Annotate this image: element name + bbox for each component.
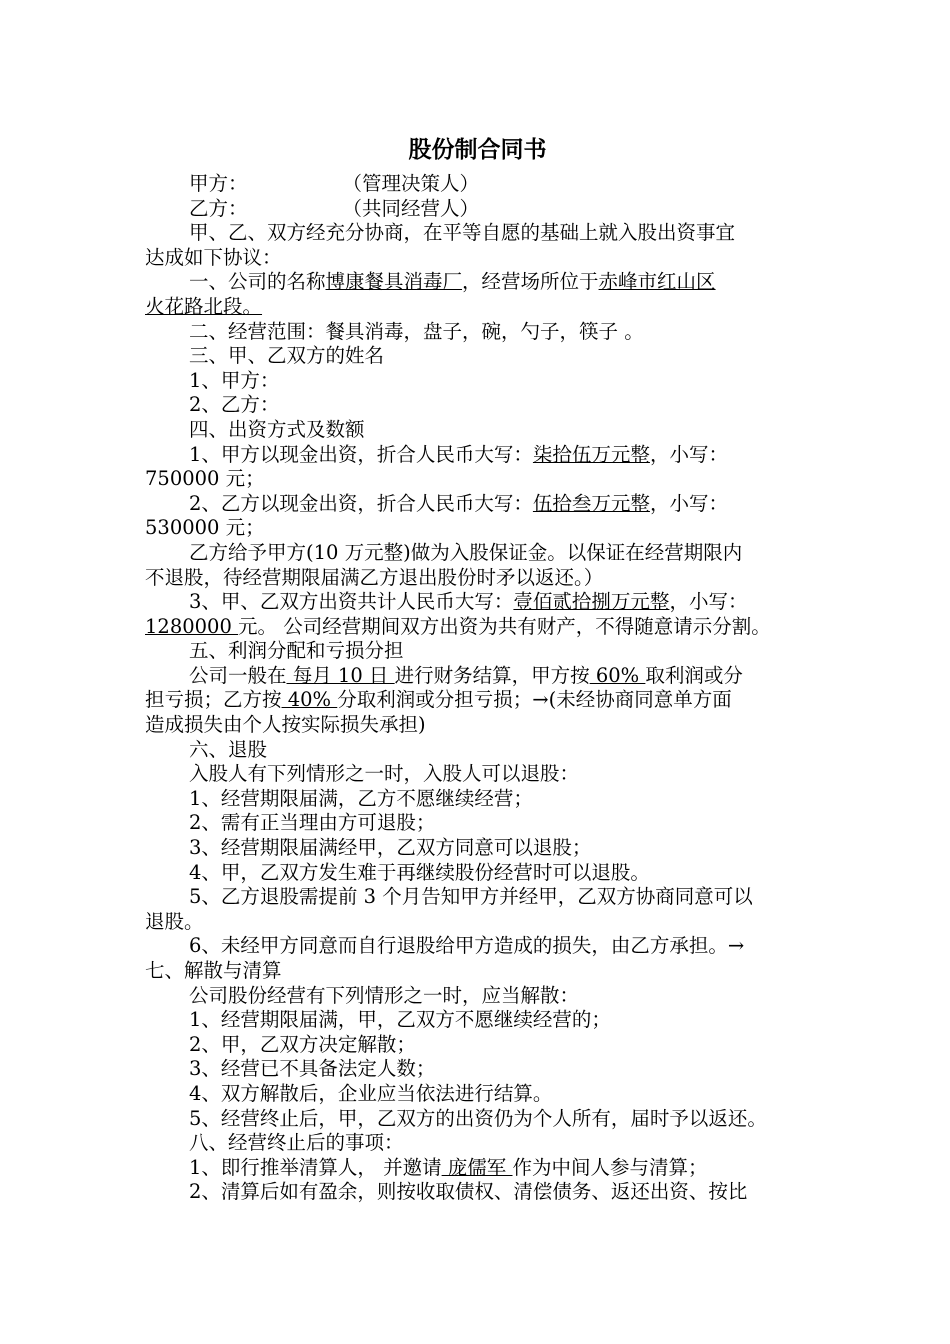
total-amount-number: 1280000 <box>145 614 239 638</box>
section-7-item-5: 5、经营终止后，甲，乙双方的出资仍为个人所有，届时予以返还。 <box>189 1106 767 1130</box>
section-5-line-2-prefix: 担亏损；乙方按 <box>145 688 282 712</box>
section-5-line-1 <box>145 664 810 689</box>
party-jia-role: （管理决策人） <box>342 172 480 195</box>
party-yi-line <box>145 197 810 222</box>
section-5-prefix: 公司一般在 <box>189 663 287 687</box>
party-yi-label: 乙方： <box>189 196 248 220</box>
company-address-part-1: 赤峰市红山区 <box>598 270 716 294</box>
document-title: 股份制合同书 <box>408 137 547 163</box>
section-4-item-1 <box>145 443 810 468</box>
section-5-line-3: 造成损失由个人按实际损失承担) <box>145 713 426 737</box>
section-6-intro: 入股人有下列情形之一时，入股人可以退股： <box>189 762 580 786</box>
section-7-item-2: 2、甲，乙双方决定解散； <box>189 1032 416 1056</box>
party-jia-label: 甲方： <box>189 172 248 195</box>
mediator-name: 庞儒军 <box>441 1155 513 1179</box>
section-4-heading: 四、出资方式及数额 <box>189 417 365 441</box>
section-6-item-5-line-1: 5、乙方退股需提前 3 个月告知甲方并经甲，乙双方协商同意可以 <box>189 885 753 909</box>
settlement-date: 每月 10 日 <box>286 663 395 687</box>
section-5-mid-2: 取利润或分 <box>645 663 743 687</box>
section-8-item-1 <box>145 1156 810 1181</box>
section-4-item-2 <box>145 492 810 517</box>
party-yi-role: （共同经营人） <box>342 196 480 220</box>
yi-profit-percent: 40% <box>281 688 338 712</box>
intro-line-2: 达成如下协议： <box>145 245 282 269</box>
section-4-item-3-tail: 元。 公司经营期间双方出资为共有财产，不得随意请示分割。 <box>238 614 771 638</box>
total-amount-words: 壹佰贰拾捌万元整 <box>513 590 670 614</box>
yi-amount-number: 530000 元； <box>145 516 265 540</box>
section-4-item-3-suffix: ，小写： <box>669 590 748 614</box>
section-4-item-1-suffix: ，小写： <box>649 442 728 466</box>
section-4-item-3 <box>145 590 810 615</box>
section-5-heading: 五、利润分配和亏损分担 <box>189 639 404 663</box>
contract-page <box>145 132 810 1205</box>
company-address-part-2: 火花路北段 <box>145 294 243 318</box>
section-7-heading: 七、解散与清算 <box>145 959 282 982</box>
section-1-line-1 <box>145 270 810 295</box>
deposit-line-1: 乙方给予甲方(10 万元整)做为入股保证金。以保证在经营期限内 <box>189 540 743 564</box>
section-3-item-2: 2、乙方： <box>189 393 280 417</box>
section-3-heading: 三、甲、乙双方的姓名 <box>189 344 385 368</box>
section-4-item-3-prefix: 3、甲、乙双方出资共计人民币大写： <box>189 590 514 614</box>
section-7-item-1: 1、经营期限届满，甲，乙双方不愿继续经营的； <box>189 1008 611 1032</box>
section-4-item-1-prefix: 1、甲方以现金出资，折合人民币大写： <box>189 442 533 466</box>
section-6-heading: 六、退股 <box>189 737 268 761</box>
section-8-item-1-suffix: 作为中间人参与清算； <box>512 1155 708 1179</box>
section-5-line-2-suffix: 分取利润或分担亏损；→(未经协商同意单方面 <box>337 688 732 712</box>
section-6-item-5-line-2: 退股。 <box>145 909 204 933</box>
section-1-line-2 <box>145 295 810 320</box>
jia-amount-words: 柒拾伍万元整 <box>532 442 650 466</box>
company-name: 博康餐具消毒厂 <box>325 270 463 294</box>
jia-amount-number: 750000 元； <box>145 467 265 491</box>
section-8-item-1-prefix: 1、即行推举清算人， 并邀请 <box>189 1155 442 1179</box>
section-6-item-3: 3、经营期限届满经甲，乙双方同意可以退股； <box>189 836 592 860</box>
intro-line-1: 甲、乙、双方经充分协商，在平等自愿的基础上就入股出资事宜 <box>189 221 736 245</box>
section-8-heading: 八、经营终止后的事项： <box>189 1131 404 1155</box>
section-1-mid: ，经营场所位于 <box>462 270 599 294</box>
deposit-line-2: 不退股，待经营期限届满乙方退出股份时矛以返还。） <box>145 565 604 589</box>
party-jia-line <box>145 172 810 197</box>
section-7-item-4: 4、双方解散后，企业应当依法进行结算。 <box>189 1081 553 1105</box>
section-2: 二、经营范围：餐具消毒，盘子，碗，勺子，筷子 。 <box>189 319 644 343</box>
jia-profit-percent: 60% <box>589 663 646 687</box>
section-7-intro: 公司股份经营有下列情形之一时，应当解散： <box>189 983 580 1007</box>
section-6-item-2: 2、需有正当理由方可退股； <box>189 811 436 835</box>
section-4-item-2-prefix: 2、乙方以现金出资，折合人民币大写： <box>189 491 533 515</box>
section-6-item-6: 6、未经甲方同意而自行退股给甲方造成的损失，由乙方承担。→ <box>189 934 745 958</box>
section-1-prefix: 一、公司的名称 <box>189 270 326 294</box>
section-7-item-3: 3、经营已不具备法定人数； <box>189 1057 436 1081</box>
section-6-item-1: 1、经营期限届满，乙方不愿继续经营； <box>189 786 533 810</box>
section-6-item-4: 4、甲，乙双方发生难于再继续股份经营时可以退股。 <box>189 860 650 884</box>
yi-amount-words: 伍拾叁万元整 <box>532 491 650 515</box>
section-4-item-2-suffix: ，小写： <box>649 491 728 515</box>
section-8-item-2: 2、清算后如有盈余，则按收取债权、清偿债务、返还出资、按比 <box>189 1180 748 1204</box>
section-1-end: 。 <box>242 294 263 318</box>
section-3-item-1: 1、甲方： <box>189 368 280 392</box>
section-4-item-3-line-2 <box>145 615 810 640</box>
section-5-line-2 <box>145 688 810 713</box>
section-5-mid: 进行财务结算，甲方按 <box>394 663 590 687</box>
